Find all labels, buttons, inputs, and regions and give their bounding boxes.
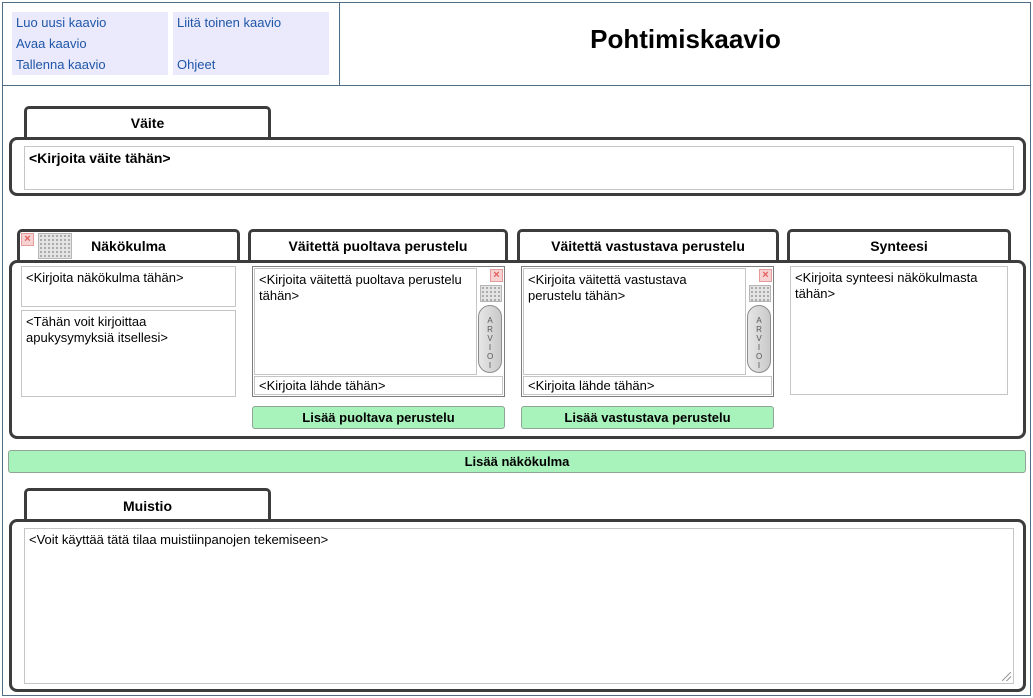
drag-handle-icon[interactable] [749,285,771,302]
save-diagram-link[interactable]: Tallenna kaavio [16,57,106,72]
opposing-argument-card [521,266,774,397]
close-icon[interactable]: × [21,233,34,246]
tab-supporting [248,229,508,262]
rate-button[interactable] [747,305,771,373]
supporting-argument-card [252,266,505,397]
add-opposing-button[interactable]: Lisää vastustava perustelu [521,406,774,429]
attach-diagram-link[interactable]: Liitä toinen kaavio [177,15,282,30]
page-title: Pohtimiskaavio [590,24,781,54]
header-divider [2,85,1031,86]
claim-tab-label: Väite [130,115,165,131]
opposing-tab-label: Väitettä vastustava perustelu [551,238,745,254]
help-link[interactable]: Ohjeet [177,57,216,72]
opposing-source-input[interactable]: <Kirjoita lähde tähän> [523,376,772,395]
add-supporting-button[interactable]: Lisää puoltava perustelu [252,406,505,429]
add-perspective-button[interactable]: Lisää näkökulma [8,450,1026,473]
drag-handle-icon[interactable] [480,285,502,302]
synthesis-tab-label: Synteesi [870,238,928,254]
synthesis-input[interactable]: <Kirjoita synteesi näkökulmasta tähän> [790,266,1008,395]
notes-tab-label: Muistio [123,498,172,514]
helper-questions-input[interactable]: <Tähän voit kirjoittaa apukysymyksiä itsellesi> [21,310,236,397]
perspective-tab-label: Näkökulma [91,238,166,254]
supporting-tab-label: Väitettä puoltava perustelu [288,238,468,254]
drag-handle-icon[interactable] [38,233,72,259]
opposing-argument-input[interactable]: <Kirjoita väitettä vastustava perustelu tähän> [523,268,746,375]
resize-grip-icon[interactable] [1002,672,1011,681]
notes-panel [9,519,1026,692]
perspective-input[interactable]: <Kirjoita näkökulma tähän> [21,266,236,307]
rate-button-label: ARVIOI [756,316,763,370]
tab-notes [24,488,271,521]
tab-opposing [517,229,779,262]
supporting-source-input[interactable]: <Kirjoita lähde tähän> [254,376,503,395]
notes-placeholder: <Voit käyttää tätä tilaa muistiinpanojen tekemiseen> [29,532,329,547]
close-icon[interactable]: × [490,269,503,282]
rate-button[interactable] [478,305,502,373]
tab-synthesis [787,229,1011,262]
notes-textarea[interactable] [24,528,1014,684]
close-icon[interactable]: × [759,269,772,282]
supporting-argument-input[interactable]: <Kirjoita väitettä puoltava perustelu tähän> [254,268,477,375]
claim-input[interactable]: <Kirjoita väite tähän> [24,146,1014,190]
new-diagram-link[interactable]: Luo uusi kaavio [16,15,107,30]
rate-button-label: ARVIOI [487,316,494,370]
tab-claim [24,106,271,139]
claim-panel [9,137,1026,196]
open-diagram-link[interactable]: Avaa kaavio [16,36,87,51]
